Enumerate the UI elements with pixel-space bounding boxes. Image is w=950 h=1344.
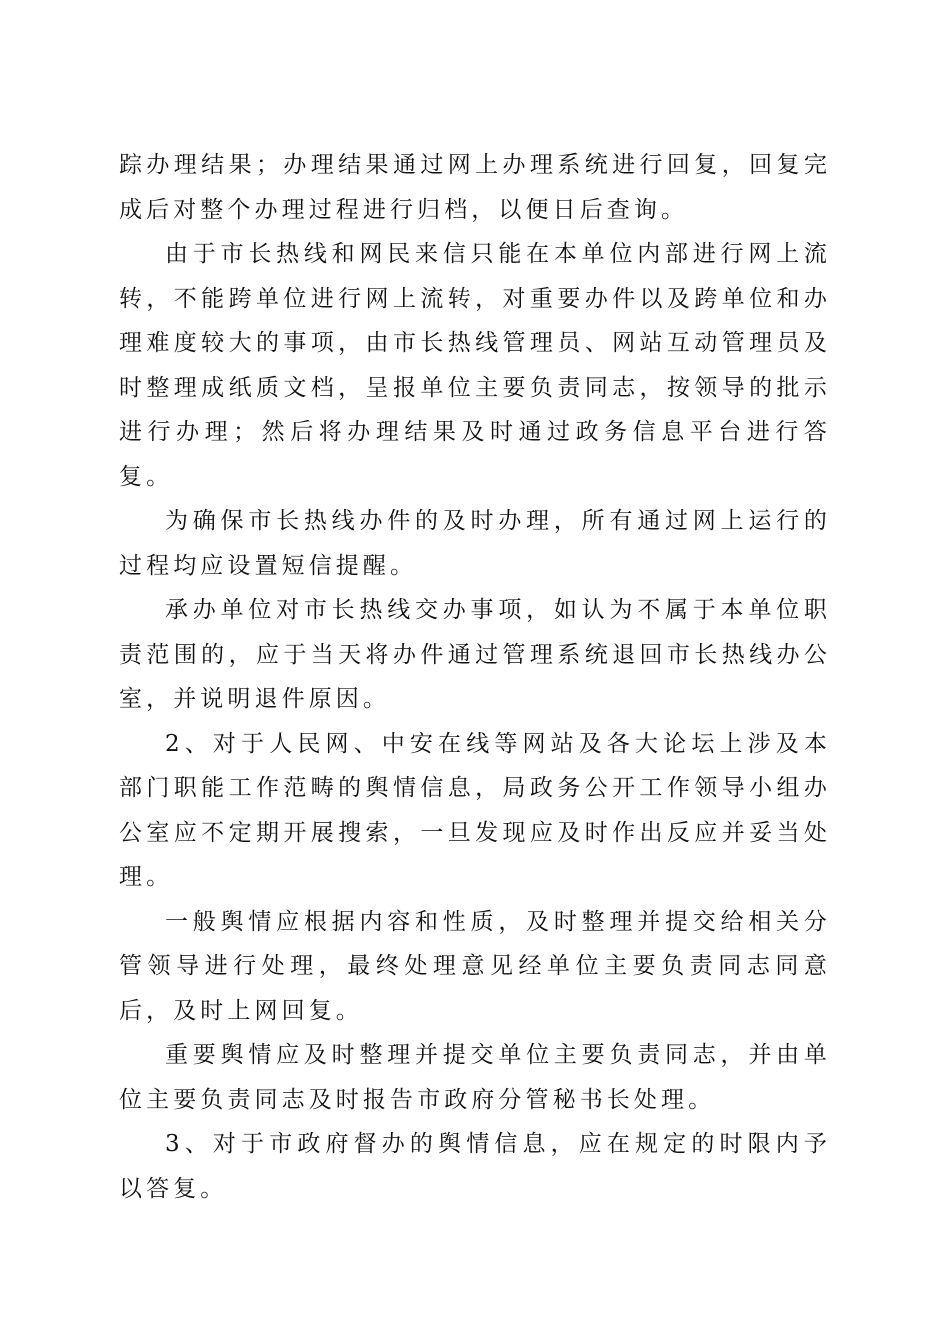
paragraph-4: 承办单位对市长热线交办事项，如认为不属于本单位职责范围的，应于当天将办件通过管理系统退回市长热线办公室，并说明退件原因。 <box>119 597 831 712</box>
paragraph-6: 一般舆情应根据内容和性质，及时整理并提交给相关分管领导进行处理，最终处理意见经单位主要负责同志同意后，及时上网回复。 <box>119 908 831 1024</box>
paragraph-5: 2、对于人民网、中安在线等网站及各大论坛上涉及本部门职能工作范畴的舆情信息，局政务公开工作领导小组办公室应不定期开展搜索，一旦发现应及时作出反应并妥当处理。 <box>119 730 831 890</box>
paragraph-8: 3、对于市政府督办的舆情信息，应在规定的时限内予以答复。 <box>119 1131 831 1202</box>
document-body <box>119 143 831 1211</box>
paragraph-1: 踪办理结果；办理结果通过网上办理系统进行回复，回复完成后对整个办理过程进行归档，以便日后查询。 <box>119 152 831 223</box>
paragraph-7: 重要舆情应及时整理并提交单位主要负责同志，并由单位主要负责同志及时报告市政府分管秘书长处理。 <box>119 1042 831 1113</box>
paragraph-3: 为确保市长热线办件的及时办理，所有通过网上运行的过程均应设置短信提醒。 <box>119 508 831 579</box>
paragraph-2: 由于市长热线和网民来信只能在本单位内部进行网上流转，不能跨单位进行网上流转，对重要办件以及跨单位和办理难度较大的事项，由市长热线管理员、网站互动管理员及时整理成纸质文档，呈报单位主要负责同志，按领导的批示进行办理；然后将办理结果及时通过政务信息平台进行答复。 <box>119 241 831 490</box>
